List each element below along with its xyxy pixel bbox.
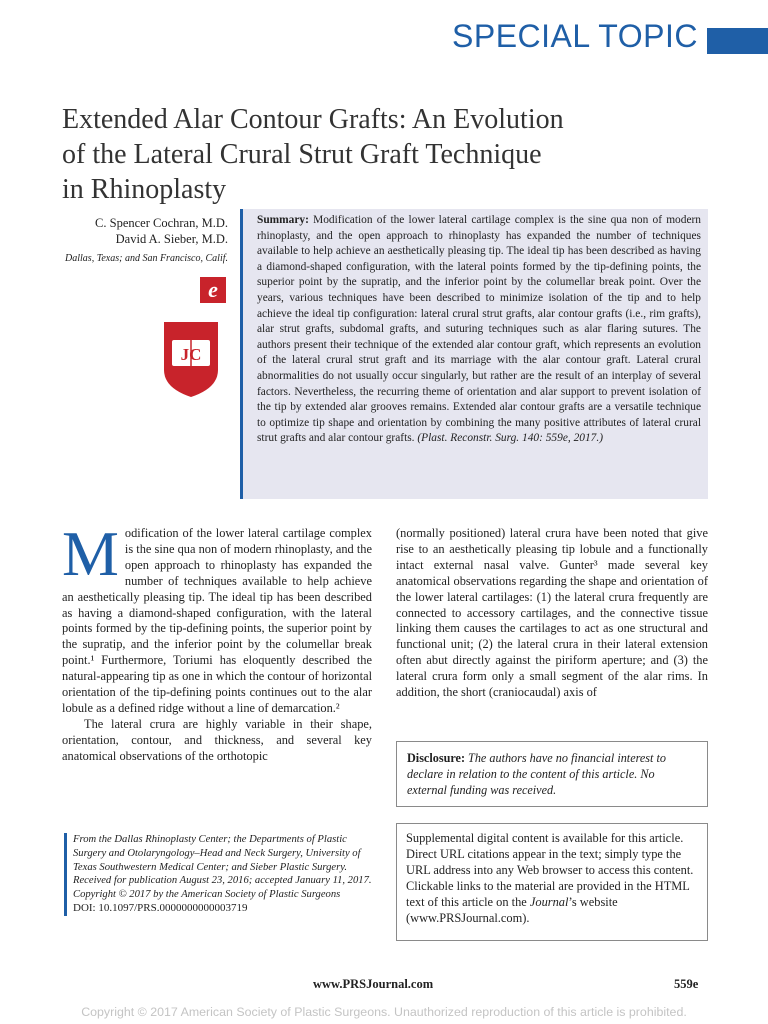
author-name: C. Spencer Cochran, M.D.: [95, 216, 228, 230]
summary-text: Modification of the lower lateral cartilage complex is the sine qua non of modern rhinoplasty, and the open approach to rhinoplasty has expanded the number of techniques available to help achieve an aesthetically pleasing tip. The ideal tip has been described as having a diamond-shaped configuration, with the lateral points formed by the tip-defining points, the superior point by the supratip, and the inferior point by the columellar break point. Over the years, various techniques have been described to minimize isolation of the tip and to help achieve the ideal tip configuration: lateral crural strut grafts, alar contour grafts (i.e., rim grafts), alar strut grafts, subdomal grafts, and suturing techniques such as alar flaring sutures. The authors present their technique of the extended alar contour graft, which represents an evolution of the lateral crural strut graft and its marriage with the alar contour graft. Lateral crural abnormalities do not usually occur singularly, but rather are the result of an interplay of several factors. Nevertheless, the recurring theme of orientation and alar support to prevent isolation of the tip by extended alar grooves remains. Extended alar contour grafts are a versatile technique to optimize tip shape and orientation by combining the many positive attributes of lateral crural strut grafts and alar contour grafts.: [257, 214, 701, 445]
journal-url-link[interactable]: www.PRSJournal.com: [313, 977, 434, 991]
e-icon[interactable]: e: [200, 277, 226, 303]
footnote-affiliation: From the Dallas Rhinoplasty Center; the Departments of Plastic Surgery and Otolaryngology–Head and Neck Surgery, University of Texas Southwestern Medical Center; and Sieber Plastic Surgery.: [73, 834, 361, 873]
article-footnote: [64, 833, 374, 916]
summary-label: Summary:: [257, 214, 309, 226]
drop-cap: M: [62, 518, 119, 589]
author-name: David A. Sieber, M.D.: [115, 232, 228, 246]
supplemental-website[interactable]: ’s website (www.PRSJournal.com).: [406, 895, 618, 925]
copyright-notice: Copyright © 2017 American Society of Plastic Surgeons. Unauthorized reproduction of this article is prohibited.: [81, 1005, 687, 1019]
summary-citation: (Plast. Reconstr. Surg. 140: 559e, 2017.): [417, 432, 603, 445]
title-line-2: of the Lateral Crural Strut Graft Technique: [62, 139, 542, 170]
body-column-right: [396, 526, 708, 701]
disclosure-text: The authors have no financial interest to declare in relation to the content of this article. No external funding was received.: [407, 751, 666, 797]
section-accent-bar: [707, 28, 768, 54]
author-affiliation: Dallas, Texas; and San Francisco, Calif.: [65, 253, 228, 264]
supplemental-content-box: [396, 823, 708, 941]
disclosure-label: Disclosure:: [407, 751, 465, 765]
title-line-3: in Rhinoplasty: [62, 174, 227, 205]
paragraph-text: odification of the lower lateral cartilage complex is the sine qua non of modern rhinoplasty, and the open approach to rhinoplasty has expanded the number of techniques available to help achieve an aesthetically pleasing tip. The ideal tip has been described as having a diamond-shaped configuration, with the lateral points formed by the tip-defining points, the superior point by the supratip, and the inferior point by the columellar break point.¹ Furthermore, Toriumi has eloquently described the natural-appearing tip as one in which the contour of horizontal orientation of the tip-defining points continues out to the alar lobule as a defined ridge without a line of demarcation.²: [62, 526, 373, 715]
body-paragraph: The lateral crura are highly variable in their shape, orientation, contour, and thickness, and several key anatomical observations of the orthotopic: [62, 716, 372, 763]
badge-letters: JC: [180, 345, 202, 364]
title-line-1: Extended Alar Contour Grafts: An Evolution: [62, 104, 564, 135]
disclosure-box: [396, 741, 708, 807]
doi-link[interactable]: DOI: 10.1097/PRS.0000000000003719: [73, 901, 248, 914]
footnote-copyright: Copyright © 2017 by the American Society of Plastic Surgeons: [73, 889, 341, 901]
footnote-received: Received for publication August 23, 2016; accepted January 11, 2017.: [73, 875, 372, 887]
body-paragraph: [62, 518, 373, 717]
section-label: SPECIAL TOPIC: [452, 18, 698, 54]
page-number: 559e: [674, 977, 699, 991]
article-title: [62, 102, 722, 207]
summary-box: [240, 209, 708, 499]
journal-name: Journal: [529, 895, 569, 909]
journal-club-badge-icon[interactable]: [162, 320, 220, 398]
body-paragraph: (normally positioned) lateral crura have been noted that give rise to an aesthetically pleasing tip lobule and a functionally intact external nasal valve. Gunter³ made several key anatomical observations regarding the shape and orientation of the lower lateral cartilages: (1) the lateral crura frequently are connected to accessory cartilages, and the connective tissue linking them causes the cartilages to act as one structural and functional unit; (2) the lateral crura in their lateral extension often abut directly against the piriform aperture; and (3) the lateral crura form only a small segment of the alar rims. In addition, the short (craniocaudal) axis of: [396, 526, 708, 700]
supplemental-text: Supplemental digital content is available for this article. Direct URL citations appear in the text; simply type the URL address into any Web browser to access this content. Clickable links to the material are provided in the HTML text of this article on the: [406, 831, 694, 909]
author-block: [60, 215, 228, 267]
body-column-left: [62, 518, 373, 765]
